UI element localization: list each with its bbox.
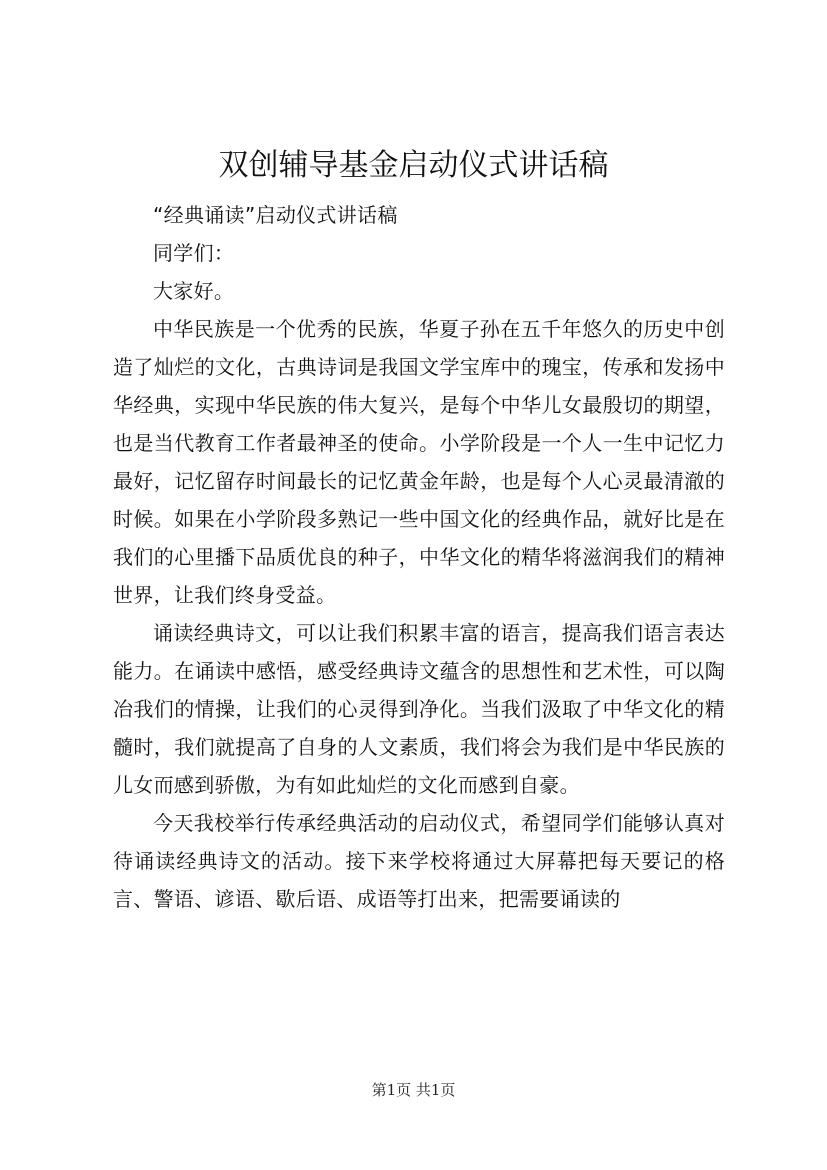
document-body: [113, 196, 725, 918]
paragraph: 同学们：: [153, 241, 235, 265]
paragraph: 诵读经典诗文，可以让我们积累丰富的语言，提高我们语言表达能力。在诵读中感悟，感受经典诗文蕴含的思想性和艺术性，可以陶冶我们的情操，让我们的心灵得到净化。当我们汲取了中华文化的精髓时，我们就提高了自身的人文素质，我们将会为我们是中华民族的儿女而感到骄傲，为有如此灿烂的文化而感到自豪。: [113, 621, 725, 797]
document-title: 双创辅导基金启动仪式讲话稿: [218, 148, 609, 183]
paragraph: 中华民族是一个优秀的民族，华夏子孙在五千年悠久的历史中创造了灿烂的文化，古典诗词是我国文学宝库中的瑰宝，传承和发扬中华经典，实现中华民族的伟大复兴，是每个中华儿女最殷切的期望，也是当代教育工作者最神圣的使命。小学阶段是一个人一生中记忆力最好，记忆留存时间最长的记忆黄金年龄，也是每个人心灵最清澈的时候。如果在小学阶段多熟记一些中国文化的经典作品，就好比是在我们的心里播下品质优良的种子，中华文化的精华将滋润我们的精神世界，让我们终身受益。: [113, 317, 725, 607]
paragraph: 今天我校举行传承经典活动的启动仪式，希望同学们能够认真对待诵读经典诗文的活动。接下来学校将通过大屏幕把每天要记的格言、警语、谚语、歇后语、成语等打出来，把需要诵读的: [113, 811, 725, 911]
paragraph: 大家好。: [153, 279, 235, 303]
page-footer: 第1页 共1页: [371, 1081, 456, 1099]
paragraph: “经典诵读”启动仪式讲话稿: [153, 203, 398, 227]
